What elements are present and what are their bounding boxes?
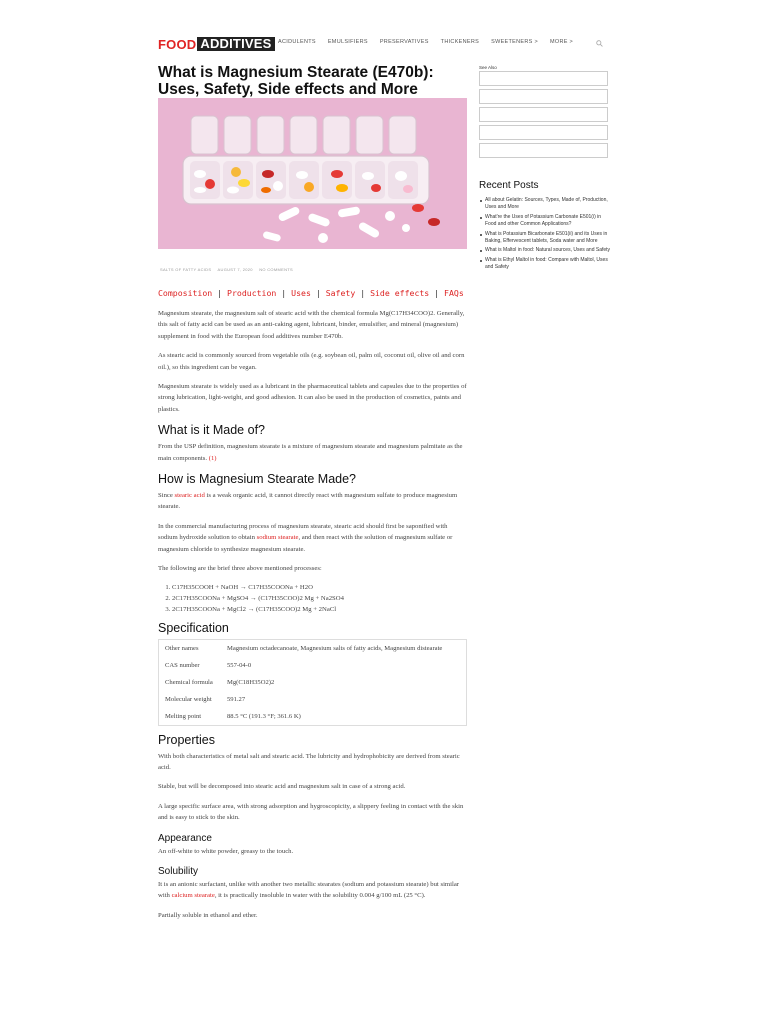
recent-posts-title: Recent Posts (479, 180, 539, 191)
text-span: is a weak organic acid, it cannot directly react with magnesium sulfate to produce magnesium stearate. (158, 492, 458, 511)
toc-link-production[interactable]: Production (227, 288, 277, 298)
toc-separator: | (360, 288, 366, 298)
subheading-solubility: Solubility (158, 865, 199, 877)
see-also-link-box[interactable] (479, 125, 608, 140)
site-logo[interactable] (158, 37, 275, 51)
sidebar (479, 65, 611, 274)
spec-value: Magnesium octadecanoate, Magnesium salts of fatty acids, Magnesium distearate (227, 644, 443, 652)
section-heading-specification: Specification (158, 620, 229, 635)
logo-food: FOOD (158, 36, 197, 52)
spec-value: 591.27 (227, 695, 246, 703)
specification-table (158, 639, 467, 726)
recent-post-link[interactable]: All about Gelatin: Sources, Types, Made of, Production, Uses and More (485, 197, 611, 212)
see-also-link-box[interactable] (479, 71, 608, 86)
intro-paragraph: Magnesium stearate is widely used as a lubricant in the pharmaceutical tablets and capsules due to the properties of strong lubrication, light-weight, and good adhesion. It can also be used in the production of cosmetics, paints and plastics. (158, 383, 467, 413)
sodium-stearate-link[interactable]: sodium stearate (256, 534, 299, 542)
hero-image (158, 98, 467, 249)
solubility-paragraph: Partially soluble in ethanol and ether. (158, 911, 258, 919)
see-also-label: See Also (479, 65, 497, 70)
toc-separator: | (281, 288, 287, 298)
see-also-link-box[interactable] (479, 143, 608, 158)
process-step: 2. 2C17H35COONa + MgSO4 → (C17H35COO)2 Mg + Na2SO4 (172, 593, 468, 604)
nav-item-thickeners[interactable]: THICKENERS (440, 39, 480, 45)
solubility-paragraph (158, 879, 468, 902)
nav-item-preservatives[interactable]: PRESERVATIVES (379, 39, 429, 45)
article-body (158, 308, 468, 929)
toc-separator: | (315, 288, 321, 298)
stearic-acid-link[interactable]: stearic acid (174, 492, 205, 500)
properties-paragraph: Stable, but will be decomposed into stearic acid and magnesium salt in case of a strong acid. (158, 783, 406, 791)
main-nav (278, 39, 585, 45)
section-heading-properties: Properties (158, 732, 215, 747)
table-row (159, 674, 467, 691)
pill-organizer-illustration (158, 98, 467, 249)
nav-item-more[interactable]: MORE > (549, 39, 574, 45)
spec-key: Molecular weight (165, 695, 212, 703)
table-row (159, 691, 467, 708)
production-paragraph: The following are the brief three above mentioned processes: (158, 565, 322, 573)
toc-link-safety[interactable]: Safety (325, 288, 356, 298)
properties-paragraph: With both characteristics of metal salt and stearic acid. The lubricity and hydrophobicity are derived from stearic acid. (158, 752, 460, 771)
section-heading-production: How is Magnesium Stearate Made? (158, 472, 357, 487)
post-comments[interactable]: NO COMMENTS (259, 267, 293, 272)
appearance-paragraph: An off-white to white powder, greasy to the touch. (158, 847, 294, 855)
table-of-contents (158, 288, 464, 298)
text-span: Since (158, 492, 173, 500)
recent-post-link[interactable]: What is Maltol in food: Natural sources, Uses and Safety (485, 247, 611, 254)
search-icon[interactable] (596, 40, 603, 47)
process-steps-list (158, 582, 468, 615)
site-header (158, 37, 608, 53)
text-span: , it is practically insoluble in water with the solubility 0.004 g/100 mL (25 °C). (214, 892, 426, 900)
spec-value: 557-04-0 (227, 661, 252, 669)
toc-link-uses[interactable]: Uses (291, 288, 311, 298)
nav-item-emulsifiers[interactable]: EMULSIFIERS (327, 39, 368, 45)
recent-post-link[interactable]: What is Potassium Bicarbonate E501(ii) and its Uses in Baking, Effervescent tablets, Soda water and More (485, 231, 611, 246)
post-date: AUGUST 7, 2020 (217, 267, 253, 272)
subheading-appearance: Appearance (158, 832, 212, 844)
toc-separator: | (217, 288, 223, 298)
process-step: 1. C17H35COOH + NaOH → C17H35COONa + H2O (172, 582, 468, 593)
spec-value: 88.5 °C (191.3 °F; 361.6 K) (227, 712, 301, 720)
production-paragraph (158, 521, 468, 555)
reference-link[interactable]: (1) (208, 454, 217, 462)
made-of-paragraph (158, 441, 468, 464)
process-step: 3. 2C17H35COONa + MgCl2 → (C17H35COO)2 Mg + 2NaCl (172, 604, 468, 615)
logo-additives: ADDITIVES (197, 37, 274, 51)
text-span: In the commercial manufacturing process of magnesium stearate, stearic acid should first be saponified with sodium hydroxide solution to obtain (158, 522, 448, 542)
spec-key: CAS number (165, 661, 200, 669)
post-meta (160, 267, 298, 272)
text-span: , and then react with the solution of magnesium sulfate or magnesium chloride to synthesize magnesium stearate. (158, 534, 453, 553)
see-also-link-box[interactable] (479, 107, 608, 122)
table-row (159, 708, 467, 726)
recent-posts-widget (479, 180, 611, 272)
nav-item-acidulents[interactable]: ACIDULENTS (278, 39, 316, 45)
intro-paragraph: Magnesium stearate, the magnesium salt of stearic acid with the chemical formula Mg(C17H34COO)2. Generally, this salt of fatty acid can be used as an anti-caking agent, lubricant, binder, emulsifier, and mineral (magnesium) supplement in food with the European food additives number E470b. (158, 310, 465, 340)
toc-link-composition[interactable]: Composition (158, 288, 213, 298)
intro-paragraph: As stearic acid is commonly sourced from vegetable oils (e.g. soybean oil, palm oil, coconut oil, olive oil and corn oil.), so this ingredient can be vegan. (158, 352, 465, 371)
table-row (159, 639, 467, 657)
recent-posts-list (479, 197, 611, 272)
recent-post-link[interactable]: What is Ethyl Maltol in food: Compare with Maltol, Uses and Safety (485, 257, 611, 272)
calcium-stearate-link[interactable]: calcium stearate (171, 892, 215, 900)
properties-paragraph: A large specific surface area, with strong adsorption and hygroscopicity, a slippery feeling in contact with the skin and is easy to stick to the skin. (158, 802, 464, 822)
article-title: What is Magnesium Stearate (E470b): Uses, Safety, Side effects and More (158, 64, 434, 98)
nav-item-sweeteners[interactable]: SWEETENERS > (491, 39, 538, 45)
post-category[interactable]: SALTS OF FATTY ACIDS (160, 267, 212, 272)
recent-post-link[interactable]: What're the Uses of Potassium Carbonate E501(i) in Food and other Common Applications? (485, 214, 611, 229)
made-of-text: From the USP definition, magnesium stearate is a mixture of magnesium stearate and magnesium palmitate as the main components. (158, 443, 463, 462)
see-also-link-box[interactable] (479, 89, 608, 104)
spec-key: Other names (165, 644, 199, 652)
spec-key: Melting point (165, 712, 202, 720)
toc-separator: | (434, 288, 440, 298)
spec-value: Mg(C18H35O2)2 (227, 678, 275, 686)
toc-link-side-effects[interactable]: Side effects (370, 288, 430, 298)
section-heading-made-of: What is it Made of? (158, 423, 265, 438)
table-row (159, 657, 467, 674)
production-paragraph (158, 490, 468, 513)
toc-link-faqs[interactable]: FAQs (444, 288, 464, 298)
text-span: It is an anionic surfactant, unlike with another two metallic stearates (sodium and potassium stearate) but similar with (158, 880, 460, 900)
spec-key: Chemical formula (165, 678, 213, 686)
